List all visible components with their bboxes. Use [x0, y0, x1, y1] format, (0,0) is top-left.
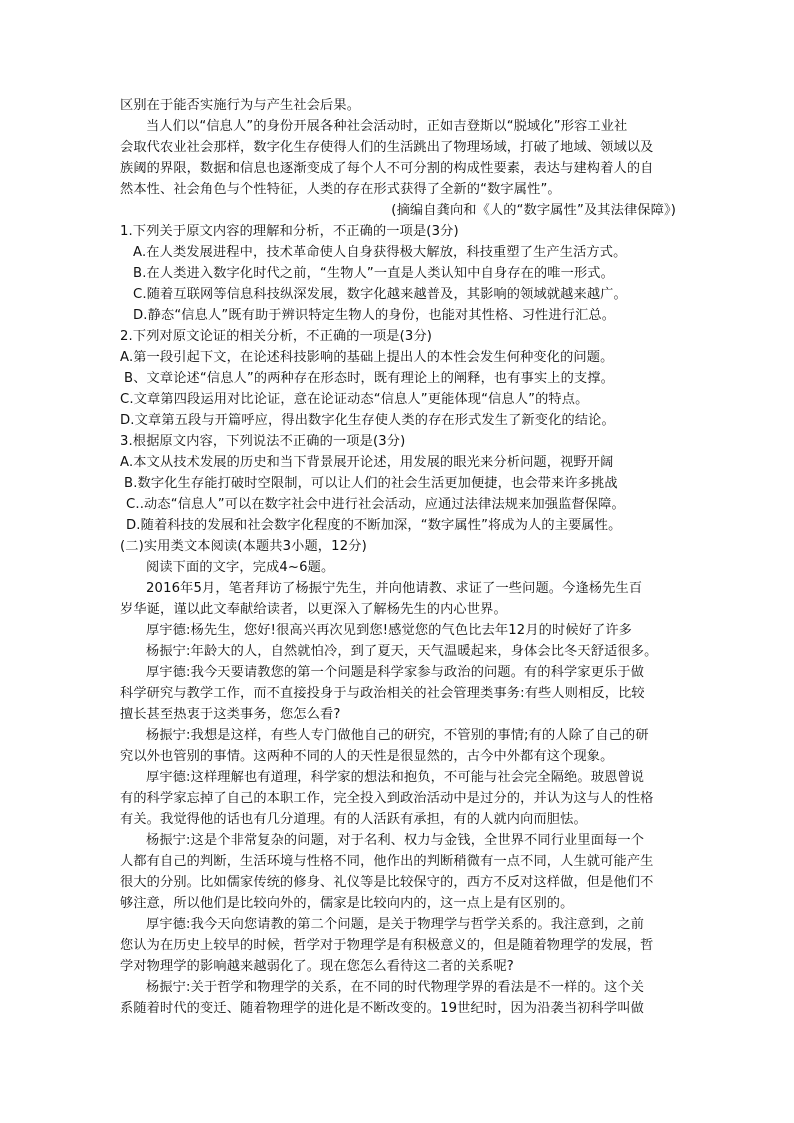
- dialogue-line: 够注意，所以他们是比较向外的，儒家是比较向内的，这一点上是有区别的。: [120, 896, 574, 911]
- dialogue-line: 人都有自己的判断，生活环境与性格不同，他作出的判断稍微有一点不同，人生就可能产生: [120, 854, 654, 869]
- question-2-option-a: A.第一段引起下文，在论述科技影响的基础上提出人的本性会发生何种变化的问题。: [120, 350, 614, 365]
- intro-line: 2016年5月，笔者拜访了杨振宁先生，并向他请教、求证了一些问题。今逢杨先生百: [146, 581, 643, 596]
- dialogue-line: 杨振宁:这是个非常复杂的问题，对于名利、权力与金钱，全世界不同行业里面每一个: [146, 833, 645, 848]
- dialogue-line: 科学研究与教学工作，而不直接投身于与政治相关的社会管理类事务:有些人则相反，比较: [120, 686, 645, 701]
- dialogue-line: 究以外也管别的事情。这两种不同的人的天性是很显然的，古今中外都有这个现象。: [120, 749, 614, 764]
- dialogue-line: 很大的分别。比如儒家传统的修身、礼仪等是比较保守的，西方不反对这样做，但是他们不: [120, 875, 654, 890]
- question-3-stem: 3.根据原文内容，下列说法不正确的一项是(3分): [120, 434, 406, 449]
- dialogue-line: 系随着时代的变迁、随着物理学的进化是不断改变的。19世纪时，因为沿袭当初科学叫做: [120, 1001, 644, 1016]
- question-3-option-b: B.数字化生存能打破时空限制，可以让人们的社会生活更加便捷，也会带来许多挑战: [124, 476, 618, 491]
- question-2-option-b: B、文章论述“信息人”的两种存在形态时，既有理论上的阐释，也有事实上的支撑。: [124, 371, 614, 386]
- question-3-option-c: C..动态“信息人”可以在数字社会中进行社会活动，应通过法律法规来加强监督保障。: [126, 497, 625, 512]
- paragraph-line: 族阈的界限，数据和信息也逐渐变成了每个人不可分割的构成性要素，表达与建构着人的自: [120, 161, 654, 176]
- question-2-option-c: C.文章第四段运用对比论证，意在论证动态“信息人”更能体现“信息人”的特点。: [120, 392, 589, 407]
- dialogue-line: 厚宇德:我今天向您请教的第二个问题，是关于物理学与哲学关系的。我注意到，之前: [146, 917, 645, 932]
- question-3-option-a: A.本文从技术发展的历史和当下背景展开论述，用发展的眼光来分析问题，视野开阔: [120, 455, 614, 470]
- paragraph-line: 当人们以“信息人”的身份开展各种社会活动时，正如吉登斯以“脱域化”形容工业社: [146, 119, 628, 134]
- passage-carryover-line: 区别在于能否实施行为与产生社会后果。: [120, 98, 361, 113]
- dialogue-line: 杨振宁:年龄大的人，自然就怕冷，到了夏天，天气温暖起来，身体会比冬天舒适很多。: [146, 644, 658, 659]
- question-1-option-a: A.在人类发展进程中，技术革命使人自身获得极大解放，科技重塑了生产生活方式。: [133, 245, 627, 260]
- question-1-option-b: B.在人类进入数字化时代之前，“生物人”一直是人类认知中自身存在的唯一形式。: [133, 266, 614, 281]
- question-1-stem: 1.下列关于原文内容的理解和分析，不正确的一项是(3分): [120, 224, 459, 239]
- dialogue-line: 您认为在历史上较早的时候，哲学对于物理学是有积极意义的，但是随着物理学的发展，哲: [120, 938, 654, 953]
- dialogue-line: 有关。我觉得他的话也有几分道理。有的人活跃有承担，有的人就内向而胆怯。: [120, 812, 587, 827]
- dialogue-line: 有的科学家忘掉了自己的本职工作，完全投入到政治活动中是过分的，并认为这与人的性格: [120, 791, 654, 806]
- dialogue-line: 杨振宁:我想是这样，有些人专门做他自己的研究，不管别的事情;有的人除了自己的研: [146, 728, 649, 743]
- dialogue-line: 厚宇德:杨先生，您好!很高兴再次见到您!感觉您的气色比去年12月的时候好了许多: [146, 623, 633, 638]
- question-3-option-d: D.随着科技的发展和社会数字化程度的不断加深，“数字属性”将成为人的主要属性。: [126, 518, 622, 533]
- section-instruction: 阅读下面的文字，完成4~6题。: [146, 560, 335, 575]
- section-heading: (二)实用类文本阅读(本题共3小题，12分): [120, 539, 367, 554]
- question-1-option-c: C.随着互联网等信息科技纵深发展，数字化越来越普及，其影响的领域就越来越广。: [133, 287, 627, 302]
- question-2-option-d: D.文章第五段与开篇呼应，得出数字化生存使人类的存在形式发生了新变化的结论。: [120, 413, 615, 428]
- dialogue-line: 擅长甚至热衷于这类事务，您怎么看?: [120, 707, 341, 722]
- paragraph-line: 会取代农业社会那样，数字化生存使得人们的生活跳出了物理场域，打破了地域、领域以及: [120, 140, 654, 155]
- dialogue-line: 厚宇德:我今天要请教您的第一个问题是科学家参与政治的问题。有的科学家更乐于做: [146, 665, 645, 680]
- dialogue-line: 学对物理学的影响越来越弱化了。现在您怎么看待这二者的关系呢?: [120, 959, 514, 974]
- question-1-option-d: D.静态“信息人”既有助于辨识特定生物人的身份，也能对其性格、习性进行汇总。: [133, 308, 616, 323]
- source-citation: (摘编自龚向和《人的“数字属性”及其法律保障》): [391, 203, 676, 218]
- question-2-stem: 2.下列对原文论证的相关分析，不正确的一项是(3分): [120, 329, 433, 344]
- dialogue-line: 厚宇德:这样理解也有道理，科学家的想法和抱负，不可能与社会完全隔绝。玻恩曾说: [146, 770, 645, 785]
- dialogue-line: 杨振宁:关于哲学和物理学的关系，在不同的时代物理学界的看法是不一样的。这个关: [146, 980, 645, 995]
- paragraph-line: 然本性、社会角色与个性特征，人类的存在形式获得了全新的“数字属性”。: [120, 182, 561, 197]
- intro-line: 岁华诞，谨以此文奉献给读者，以更深入了解杨先生的内心世界。: [120, 602, 507, 617]
